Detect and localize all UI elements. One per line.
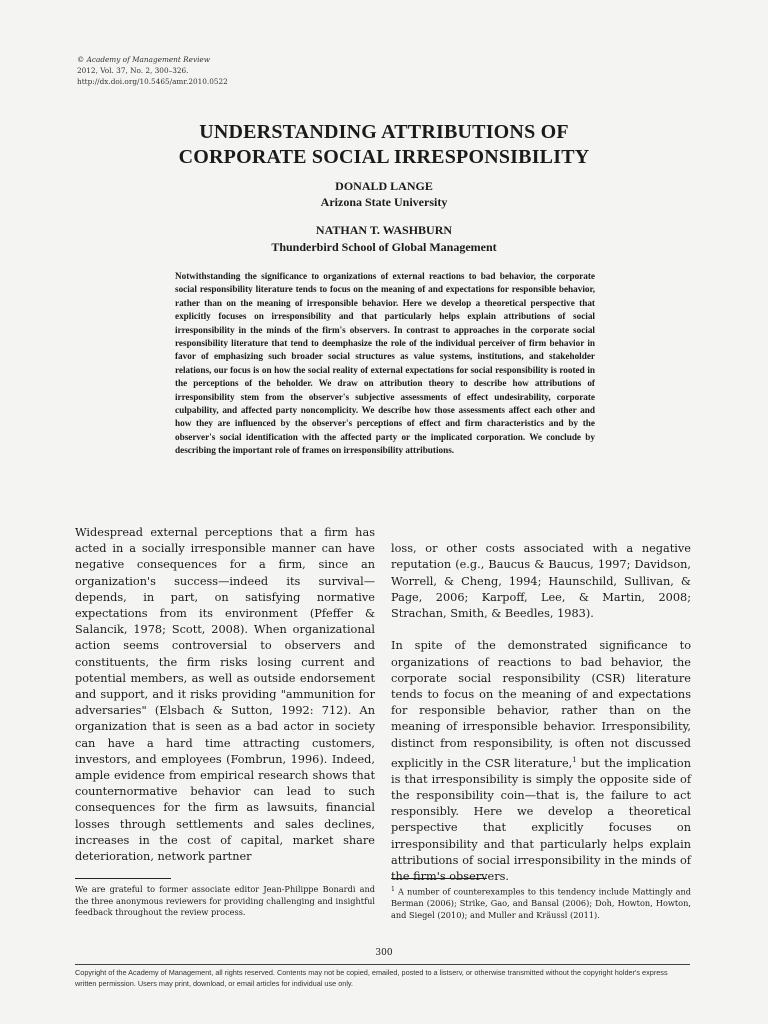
author-name-2: NATHAN T. WASHBURN [315,223,453,237]
body-paragraph [391,638,691,885]
footnote-divider-left [75,878,171,879]
doi-link[interactable]: http://dx.doi.org/10.5465/amr.2010.0522 [77,77,228,86]
footnote-number: 1 [391,886,395,893]
body-paragraph-text: In spite of the demonstrated significance to organizations of reactions to bad behavior, the corporate social responsibility (CSR) literature tends to focus on the meaning of and expectations for responsible behavior, rather than on the meaning of irresponsible behavior. Irresponsibility, distinct from responsibility, is often not discussed explicitly in the CSR literature, [391,639,691,770]
footnote-text: A number of counterexamples to this tendency include Mattingly and Berman (2006); Strike, Gao, and Bansal (2006); Doh, Howton, Howton, and Siegel (2010); and Muller and Kräussl (2011). [391,886,691,920]
footnote-marker[interactable]: 1 [572,755,577,764]
body-column-left: Widespread external perceptions that a firm has acted in a socially irresponsible manner can have negative consequences for a firm, since an organization's success—indeed its survival—depends, in part, on satisfying normative expectations from its environment (Pfeffer & Salancik, 1978; Scott, 2008). When organizational action seems controversial to observers and constituents, the firm risks losing current and potential members, as well as outside endorsement and support, and it risks providing "ammunition for adversaries" (Elsbach & Sutton, 1992: 712). An organization that is seen as a bad actor in society can have a hard time attracting customers, investors, and employees (Fombrun, 1996). Indeed, ample evidence from empirical research shows that counternormative behavior can lead to such consequences for the firm as lawsuits, financial losses through settlements and sales declines, increases in the cost of capital, market share deterioration, network partner [75,526,375,864]
body-column-right [391,525,691,901]
copyright-notice: Copyright of the Academy of Management, all rights reserved. Contents may not be copied, emailed, posted to a listserv, or otherwise transmitted without the copyright holder's express written permission. Users may print, download, or email articles for individual use only. [75,968,668,988]
acknowledgment-footnote: We are grateful to former associate editor Jean-Philippe Bonardi and the three anonymous reviewers for providing challenging and insightful feedback throughout the review process. [75,884,375,917]
footnote-divider-right [391,878,487,879]
body-paragraph-continued: loss, or other costs associated with a negative reputation (e.g., Baucus & Baucus, 1997; Davidson, Worrell, & Cheng, 1994; Haunschild, Sullivan, & Page, 2006; Karpoff, Lee, & Martin, 2008; Strachan, Smith, & Beedles, 1983). [391,542,691,621]
author-name-1: DONALD LANGE [335,179,433,193]
title-line-2: CORPORATE SOCIAL IRRESPONSIBILITY [178,146,590,168]
journal-name: © Academy of Management Review [77,55,210,64]
author-affiliation-1: Arizona State University [320,195,448,209]
article-title [0,120,768,170]
author-affiliation-2: Thunderbird School of Global Management [271,240,497,254]
footnote-1 [391,884,691,921]
copyright-divider [75,964,690,965]
body-paragraph-text-cont: but the implication is that irresponsibility is simply the opposite side of the responsibility coin—that is, the failure to act responsibly. Here we develop a theoretical perspective that explicitly focuses on irresponsibility and that particularly helps explain attributions of social irresponsibility in the minds of the firm's observers. [391,756,691,884]
page-number: 300 [375,948,393,958]
title-line-1: UNDERSTANDING ATTRIBUTIONS OF [199,121,569,143]
abstract: Notwithstanding the significance to organizations of external reactions to bad behavior, the corporate social responsibility literature tends to focus on the meaning of and expectations for responsible behavior, rather than on the meaning of irresponsible behavior. Here we develop a theoretical perspective that explicitly focuses on irresponsibility and that particularly helps explain attributions of social irresponsibility in the minds of the firm's observers. In contrast to approaches in the corporate social responsibility literature that tend to deemphasize the role of the individual perceiver of firm behavior in favor of emphasizing such broader social structures as value systems, institutions, and stakeholder relations, our focus is on how the social reality of external expectations for social responsibility is rooted in the perceptions of the beholder. We draw on attribution theory to describe how attributions of irresponsibility stem from the observer's subjective assessments of effect undesirability, corporate culpability, and affected party noncomplicity. We describe how those assessments affect each other and how they are influenced by the observer's perceptions of effect and firm characteristics and by the observer's social identification with the affected party or the implicated corporation. We conclude by describing the important role of frames on irresponsibility attributions. [175,271,595,456]
journal-header [77,54,228,87]
journal-volume: 2012, Vol. 37, No. 2, 300–326. [77,66,189,75]
